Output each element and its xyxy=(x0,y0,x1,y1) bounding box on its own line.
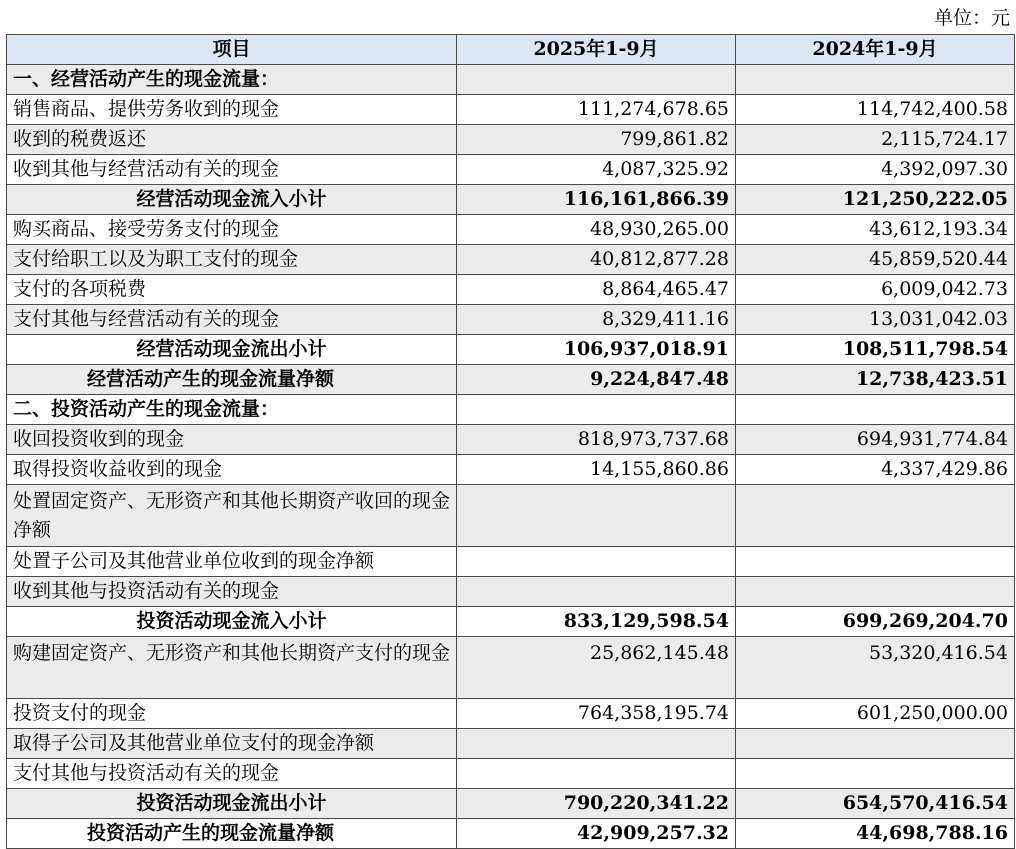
row-label: 销售商品、提供劳务收到的现金 xyxy=(7,95,457,125)
value-2025: 799,861.82 xyxy=(457,125,736,155)
table-row xyxy=(7,699,1015,729)
section-investing-heading xyxy=(7,395,1015,425)
row-label: 收到的税费返还 xyxy=(7,125,457,155)
value-2024: 43,612,193.34 xyxy=(736,215,1015,245)
value-2024: 13,031,042.03 xyxy=(736,305,1015,335)
unit-label: 单位：元 xyxy=(933,7,1010,29)
value-2025: 42,909,257.32 xyxy=(457,819,736,849)
value-2024: 654,570,416.54 xyxy=(736,789,1015,819)
header-2025: 2025年1-9月 xyxy=(457,35,736,65)
value-2025 xyxy=(457,395,736,425)
table-row xyxy=(7,215,1015,245)
value-2024: 6,009,042.73 xyxy=(736,275,1015,305)
table-row xyxy=(7,125,1015,155)
row-label: 经营活动现金流入小计 xyxy=(7,185,457,215)
net-total-row xyxy=(7,819,1015,849)
value-2024: 53,320,416.54 xyxy=(736,637,1015,699)
value-2024: 4,337,429.86 xyxy=(736,455,1015,485)
row-label: 支付给职工以及为职工支付的现金 xyxy=(7,245,457,275)
value-2024 xyxy=(736,65,1015,95)
value-2025: 8,864,465.47 xyxy=(457,275,736,305)
row-label: 投资支付的现金 xyxy=(7,699,457,729)
section-operating-heading xyxy=(7,65,1015,95)
subtotal-row xyxy=(7,185,1015,215)
table-row xyxy=(7,455,1015,485)
value-2025: 8,329,411.16 xyxy=(457,305,736,335)
table-row xyxy=(7,547,1015,577)
row-label: 经营活动产生的现金流量净额 xyxy=(7,365,457,395)
value-2024: 4,392,097.30 xyxy=(736,155,1015,185)
value-2025 xyxy=(457,547,736,577)
value-2025: 14,155,860.86 xyxy=(457,455,736,485)
table-row xyxy=(7,577,1015,607)
value-2024: 699,269,204.70 xyxy=(736,607,1015,637)
table-row xyxy=(7,275,1015,305)
header-2024: 2024年1-9月 xyxy=(736,35,1015,65)
table-row xyxy=(7,245,1015,275)
subtotal-row xyxy=(7,789,1015,819)
net-total-row xyxy=(7,365,1015,395)
cash-flow-table xyxy=(6,34,1015,849)
value-2025 xyxy=(457,729,736,759)
value-2025 xyxy=(457,759,736,789)
value-2024 xyxy=(736,547,1015,577)
value-2025: 48,930,265.00 xyxy=(457,215,736,245)
value-2024: 114,742,400.58 xyxy=(736,95,1015,125)
row-label: 取得子公司及其他营业单位支付的现金净额 xyxy=(7,729,457,759)
value-2025: 818,973,737.68 xyxy=(457,425,736,455)
row-label: 处置固定资产、无形资产和其他长期资产收回的现金净额 xyxy=(7,485,457,547)
row-label: 二、投资活动产生的现金流量： xyxy=(7,395,457,425)
row-label: 处置子公司及其他营业单位收到的现金净额 xyxy=(7,547,457,577)
row-label: 投资活动现金流出小计 xyxy=(7,789,457,819)
value-2024: 45,859,520.44 xyxy=(736,245,1015,275)
table-header-row xyxy=(7,35,1015,65)
table-row xyxy=(7,305,1015,335)
value-2025: 40,812,877.28 xyxy=(457,245,736,275)
row-label: 支付的各项税费 xyxy=(7,275,457,305)
table-row xyxy=(7,425,1015,455)
value-2025: 833,129,598.54 xyxy=(457,607,736,637)
subtotal-row xyxy=(7,607,1015,637)
row-label: 支付其他与经营活动有关的现金 xyxy=(7,305,457,335)
row-label: 收到其他与投资活动有关的现金 xyxy=(7,577,457,607)
row-label: 一、经营活动产生的现金流量： xyxy=(7,65,457,95)
value-2024: 601,250,000.00 xyxy=(736,699,1015,729)
value-2024 xyxy=(736,729,1015,759)
value-2025 xyxy=(457,577,736,607)
value-2025: 790,220,341.22 xyxy=(457,789,736,819)
value-2024 xyxy=(736,759,1015,789)
table-row xyxy=(7,155,1015,185)
value-2024: 2,115,724.17 xyxy=(736,125,1015,155)
value-2024: 121,250,222.05 xyxy=(736,185,1015,215)
value-2025: 764,358,195.74 xyxy=(457,699,736,729)
table-row xyxy=(7,637,1015,699)
table-row xyxy=(7,759,1015,789)
row-label: 收到其他与经营活动有关的现金 xyxy=(7,155,457,185)
value-2024: 694,931,774.84 xyxy=(736,425,1015,455)
value-2024 xyxy=(736,485,1015,547)
value-2024 xyxy=(736,395,1015,425)
value-2025 xyxy=(457,65,736,95)
row-label: 收回投资收到的现金 xyxy=(7,425,457,455)
value-2025: 116,161,866.39 xyxy=(457,185,736,215)
value-2024 xyxy=(736,577,1015,607)
table-row xyxy=(7,729,1015,759)
row-label: 经营活动现金流出小计 xyxy=(7,335,457,365)
row-label: 购买商品、接受劳务支付的现金 xyxy=(7,215,457,245)
row-label: 取得投资收益收到的现金 xyxy=(7,455,457,485)
subtotal-row xyxy=(7,335,1015,365)
value-2024: 108,511,798.54 xyxy=(736,335,1015,365)
table-row xyxy=(7,95,1015,125)
header-item: 项目 xyxy=(7,35,457,65)
value-2024: 44,698,788.16 xyxy=(736,819,1015,849)
value-2025: 111,274,678.65 xyxy=(457,95,736,125)
value-2025: 9,224,847.48 xyxy=(457,365,736,395)
row-label: 购建固定资产、无形资产和其他长期资产支付的现金 xyxy=(7,637,457,699)
value-2025: 25,862,145.48 xyxy=(457,637,736,699)
row-label: 投资活动现金流入小计 xyxy=(7,607,457,637)
value-2024: 12,738,423.51 xyxy=(736,365,1015,395)
value-2025 xyxy=(457,485,736,547)
table-row xyxy=(7,485,1015,547)
row-label: 支付其他与投资活动有关的现金 xyxy=(7,759,457,789)
value-2025: 4,087,325.92 xyxy=(457,155,736,185)
value-2025: 106,937,018.91 xyxy=(457,335,736,365)
row-label: 投资活动产生的现金流量净额 xyxy=(7,819,457,849)
